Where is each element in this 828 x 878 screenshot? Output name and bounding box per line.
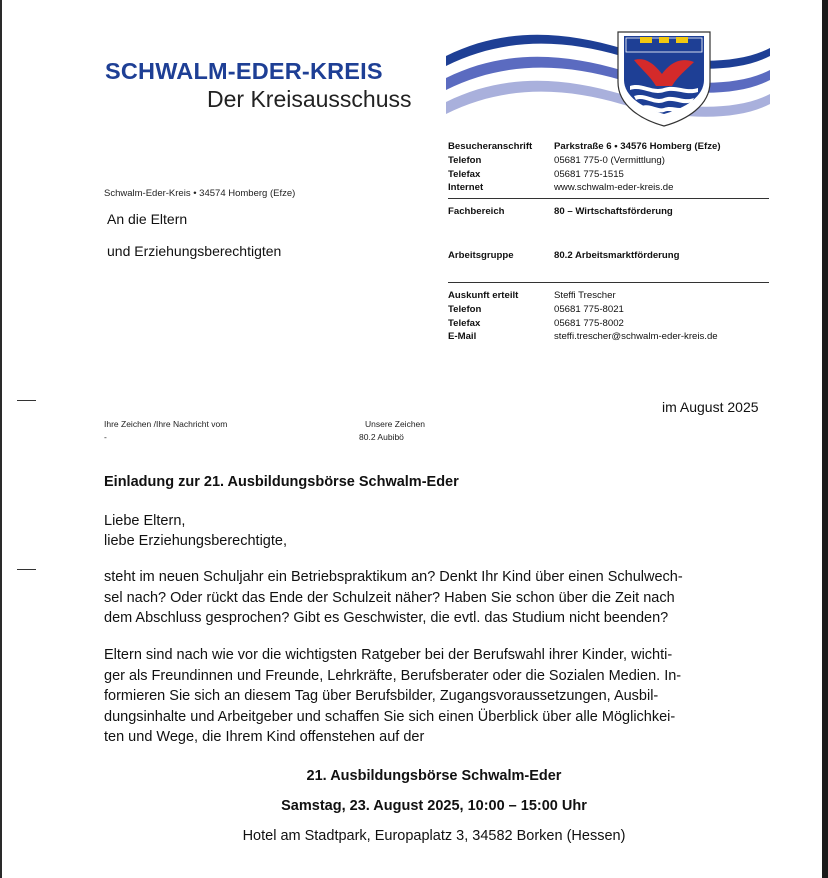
contact-row-phone: Telefon 05681 775-0 (Vermittlung) [448,154,665,166]
paragraph-line: dem Abschluss gesprochen? Gibt es Geschwister, die evtl. das Studium nicht beenden? [104,610,669,626]
paragraph-line: formieren Sie sich an diesem Tag über Berufsbilder, Zugangsvoraussetzungen, Ausbil- [104,688,659,704]
paragraph-line: ten und Wege, die Ihrem Kind offenstehen auf der [104,729,425,745]
contact-row-info-fax: Telefax 05681 775-8002 [448,317,624,329]
paragraph-2 [104,645,764,748]
page-right-edge [822,0,828,878]
contact-row-fax: Telefax 05681 775-1515 [448,168,624,180]
your-ref-label: Ihre Zeichen /Ihre Nachricht vom [104,419,228,429]
contact-row-department: Fachbereich 80 – Wirtschaftsförderung [448,206,673,217]
contact-row-internet: Internet www.schwalm-eder-kreis.de [448,182,674,194]
contact-row-info-phone: Telefon 05681 775-8021 [448,303,624,315]
paragraph-line: sel nach? Oder rückt das Ende der Schulzeit näher? Haben Sie schon über die Zeit nach [104,589,675,606]
salutation [104,511,287,551]
fold-mark-middle [17,569,36,570]
event-date: Samstag, 23. August 2025, 10:00 – 15:00 Uhr [281,798,587,814]
workgroup-block [448,249,679,263]
paragraph-line: Eltern sind nach wie vor die wichtigsten Ratgeber bei der Berufswahl ihrer Kinder, wichti- [104,647,673,663]
salutation-line-1: Liebe Eltern, [104,513,186,529]
fold-mark-top [17,400,36,401]
contact-row-info-by: Auskunft erteilt Steffi Trescher [448,290,616,301]
sender-return-address: Schwalm-Eder-Kreis • 34574 Homberg (Efze) [104,188,296,199]
contact-row-info-email: E-Mail steffi.trescher@schwalm-eder-kreis.de [448,331,718,343]
letter-subject: Einladung zur 21. Ausbildungsbörse Schwalm-Eder [104,474,459,490]
paragraph-line: ger als Freundinnen und Freunde, Lehrkräfte, Berufsberater oder die Sozialen Medien. In- [104,667,682,684]
paragraph-line: dungsinhalte und Arbeitgeber und schaffen Sie sich einen Überblick über alle Möglichkei- [104,708,676,725]
contact-block [448,140,721,195]
your-ref-value: - [104,432,107,442]
contact-person-block [448,289,718,344]
recipient-line-1: An die Eltern [107,211,188,227]
event-location: Hotel am Stadtpark, Europaplatz 3, 34582 Borken (Hessen) [242,828,626,844]
recipient-line-2: und Erziehungsberechtigten [107,243,282,259]
contact-divider-2 [448,282,769,283]
paragraph-1 [104,567,764,629]
contact-row-workgroup: Arbeitsgruppe 80.2 Arbeitsmarktförderung [448,250,680,261]
page-left-edge [0,0,2,878]
department-block [448,205,673,219]
paragraph-line: steht im neuen Schuljahr ein Betriebspraktikum an? Denkt Ihr Kind über einen Schulwech- [104,569,683,585]
event-title: 21. Ausbildungsbörse Schwalm-Eder [306,768,562,784]
letter-date: im August 2025 [662,399,759,415]
our-ref-label: Unsere Zeichen [365,419,426,429]
our-ref-value: 80.2 Aubibö [359,432,404,442]
district-logo [446,26,770,134]
org-subtitle: Der Kreisausschuss [207,86,412,112]
contact-divider [448,198,769,199]
org-name: SCHWALM-EDER-KREIS [105,58,383,84]
salutation-line-2: liebe Erziehungsberechtigte, [104,533,287,549]
contact-row-address: Besucheranschrift Parkstraße 6 • 34576 Homberg (Efze) [448,141,721,152]
